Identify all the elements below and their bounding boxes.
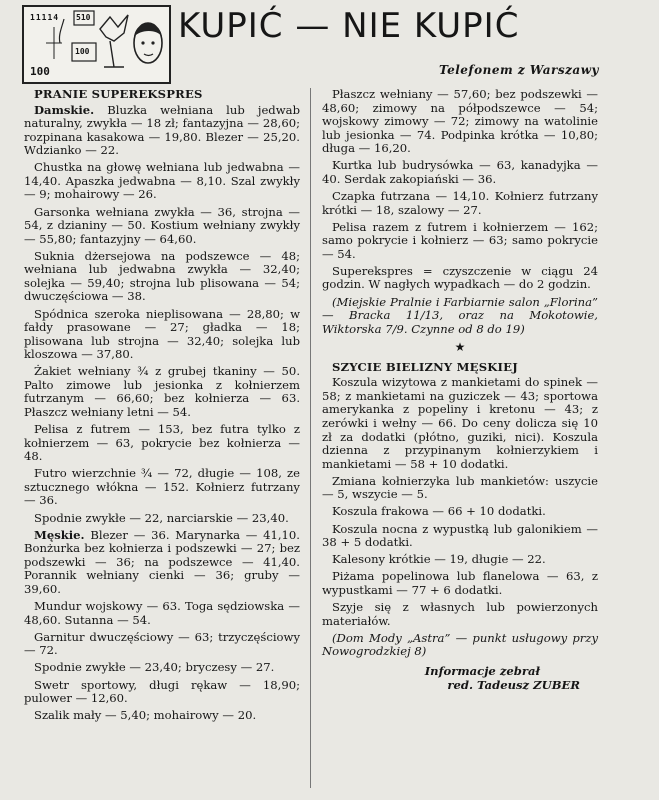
- paragraph: Superekspres = czyszczenie w ciągu 24 godzin. W nagłych wypadkach — do 2 godzin.: [322, 263, 598, 292]
- credit-line-2: red. Tadeusz ZUBER: [447, 677, 580, 692]
- paragraph: Piżama popelinowa lub flanelowa — 63, z wypustkami — 77 + 6 dodatki.: [322, 569, 598, 597]
- paragraph: Płaszcz wełniany — 57,60; bez podszewki — 48,60; zimowy na półpodszewce — 54; wojskowy zimowy — 72; zimowy na watolinie lub jesionka — 74. Podpinka krótka — 10,80; długa — 16,20.: [322, 87, 598, 156]
- logo-number: 100: [30, 65, 50, 78]
- paragraph: Pelisa z futrem — 153, bez futra tylko z kołnierzem — 63, pokrycie bez kołnierza — 48.: [24, 422, 300, 464]
- paragraph: Futro wierzchnie ¾ — 72, długie — 108, ze sztucznego włókna — 152. Kołnierz futrzany — 36.: [24, 466, 300, 508]
- section-title-laundry: PRANIE SUPEREKSPRES: [34, 87, 203, 101]
- left-column: [24, 88, 300, 726]
- paragraph: Koszula frakowa — 66 + 10 dodatki.: [332, 504, 546, 519]
- paragraph: Czapka futrzana — 14,10. Kołnierz futrzany krótki — 18, szalowy — 27.: [322, 189, 598, 217]
- paragraph: Żakiet wełniany ¾ z grubej tkaniny — 50. Palto zimowe lub jesionka z kołnierzem futrzanym — 66,60; bez kołnierza — 63. Płaszcz wełniany letni — 54.: [24, 364, 300, 419]
- paragraph: Chustka na głowę wełniana lub jedwabna — 14,40. Apaszka jedwabna — 8,10. Szal zwykły — 9; mohairowy — 26.: [24, 160, 300, 202]
- paragraph: Szyje się z własnych lub powierzonych materiałów.: [322, 600, 598, 628]
- paragraph: Koszula wizytowa z mankietami do spinek — 58; z mankietami na guziczek — 43; sportowa amerykanka z popeliny i kretonu — 43; z zerówki i wełny — 66. Do ceny dolicza się 10 zł za dodatki (płótno, guziki, nici). Koszula dzienna z przypinanym kołnierzykiem i mankietami — 58 + 10 dodatki.: [322, 375, 598, 471]
- logo-tag-2: 100: [75, 47, 90, 56]
- paragraph: [24, 529, 300, 597]
- page-title: KUPIĆ — NIE KUPIĆ: [178, 6, 520, 46]
- paragraph: Garnitur dwuczęściowy — 63; trzyczęściowy — 72.: [24, 629, 300, 658]
- section-title-shirts: SZYCIE BIELIZNY MĘSKIEJ: [332, 359, 518, 374]
- right-column: [322, 88, 598, 692]
- column-logo: [22, 5, 171, 84]
- credit-line-1: Informacje zebrał: [424, 663, 540, 678]
- paragraph-text: Blezer — 36. Marynarka — 41,10. Bonżurka bez kołnierza i podszewki — 27; bez podszewki — 36; na podszewce — 41,40. Porannik wełniany cienki — 36; gruby — 39,60.: [24, 527, 300, 596]
- paragraph: [24, 104, 300, 158]
- tailor-address-note: (Dom Mody „Astra” — punkt usługowy przy Nowogrodzkiej 8): [322, 630, 598, 659]
- star-icon: ★: [454, 340, 466, 355]
- paragraph-lead: Męskie.: [34, 527, 85, 542]
- paragraph: Swetr sportowy, długi rękaw — 18,90; pulower — 12,60.: [24, 677, 300, 706]
- paragraph: Suknia dżersejowa na podszewce — 48; wełniana lub jedwabna zwykła — 32,40; solejka — 59,40; strojna lub plisowana — 54; dwuczęściowa — 38.: [24, 248, 300, 304]
- paragraph: Spódnica szeroka nieplisowana — 28,80; w fałdy prasowane — 27; gładka — 18; plisowana lub strojna — 32,40; solejka lub kloszowa — 37,80.: [24, 306, 300, 362]
- paragraph-text: Bluzka wełniana lub jedwab naturalny, zwykła — 18 zł; fantazyjna — 28,60; rozpinana kasakowa — 19,80. Blezer — 25,20. Wdzianko — 22.: [24, 102, 300, 158]
- paragraph: Spodnie zwykłe — 22, narciarskie — 23,40.: [34, 510, 289, 525]
- paragraph-lead: Damskie.: [34, 102, 95, 117]
- paragraph: Mundur wojskowy — 63. Toga sędziowska — 48,60. Sutanna — 54.: [24, 599, 300, 627]
- paragraph: Pelisa razem z futrem i kołnierzem — 162; samo pokrycie i kołnierz — 63; samo pokrycie — 54.: [322, 219, 598, 261]
- paragraph: Zmiana kołnierzyka lub mankietów: uszycie — 5, wszycie — 5.: [322, 473, 598, 502]
- logo-tag-1: 510: [76, 13, 91, 22]
- paragraph: Kalesony krótkie — 19, długie — 22.: [332, 552, 546, 567]
- byline: Telefonem z Warszawy: [439, 63, 599, 77]
- paragraph: Garsonka wełniana zwykła — 36, strojna — 54, z dzianiny — 50. Kostium wełniany zwykły — 55,80; fantazyjny — 64,60.: [24, 204, 300, 246]
- laundry-address-note: (Miejskie Pralnie i Farbiarnie salon „Florina” — Bracka 11/13, oraz na Mokotowie, Wiktorska 7/9. Czynne od 8 do 19): [322, 294, 598, 336]
- author-credit: [322, 664, 580, 692]
- paragraph: Spodnie zwykłe — 23,40; bryczesy — 27.: [34, 660, 275, 675]
- paragraph: Kurtka lub budrysówka — 63, kanadyjka — 40. Serdak zakopiański — 36.: [322, 158, 598, 186]
- logo-top-text: 11114: [30, 13, 60, 22]
- column-divider: [310, 88, 311, 788]
- paragraph: Szalik mały — 5,40; mohairowy — 20.: [34, 708, 257, 723]
- paragraph: Koszula nocna z wypustką lub galonikiem — 38 + 5 dodatki.: [322, 521, 598, 550]
